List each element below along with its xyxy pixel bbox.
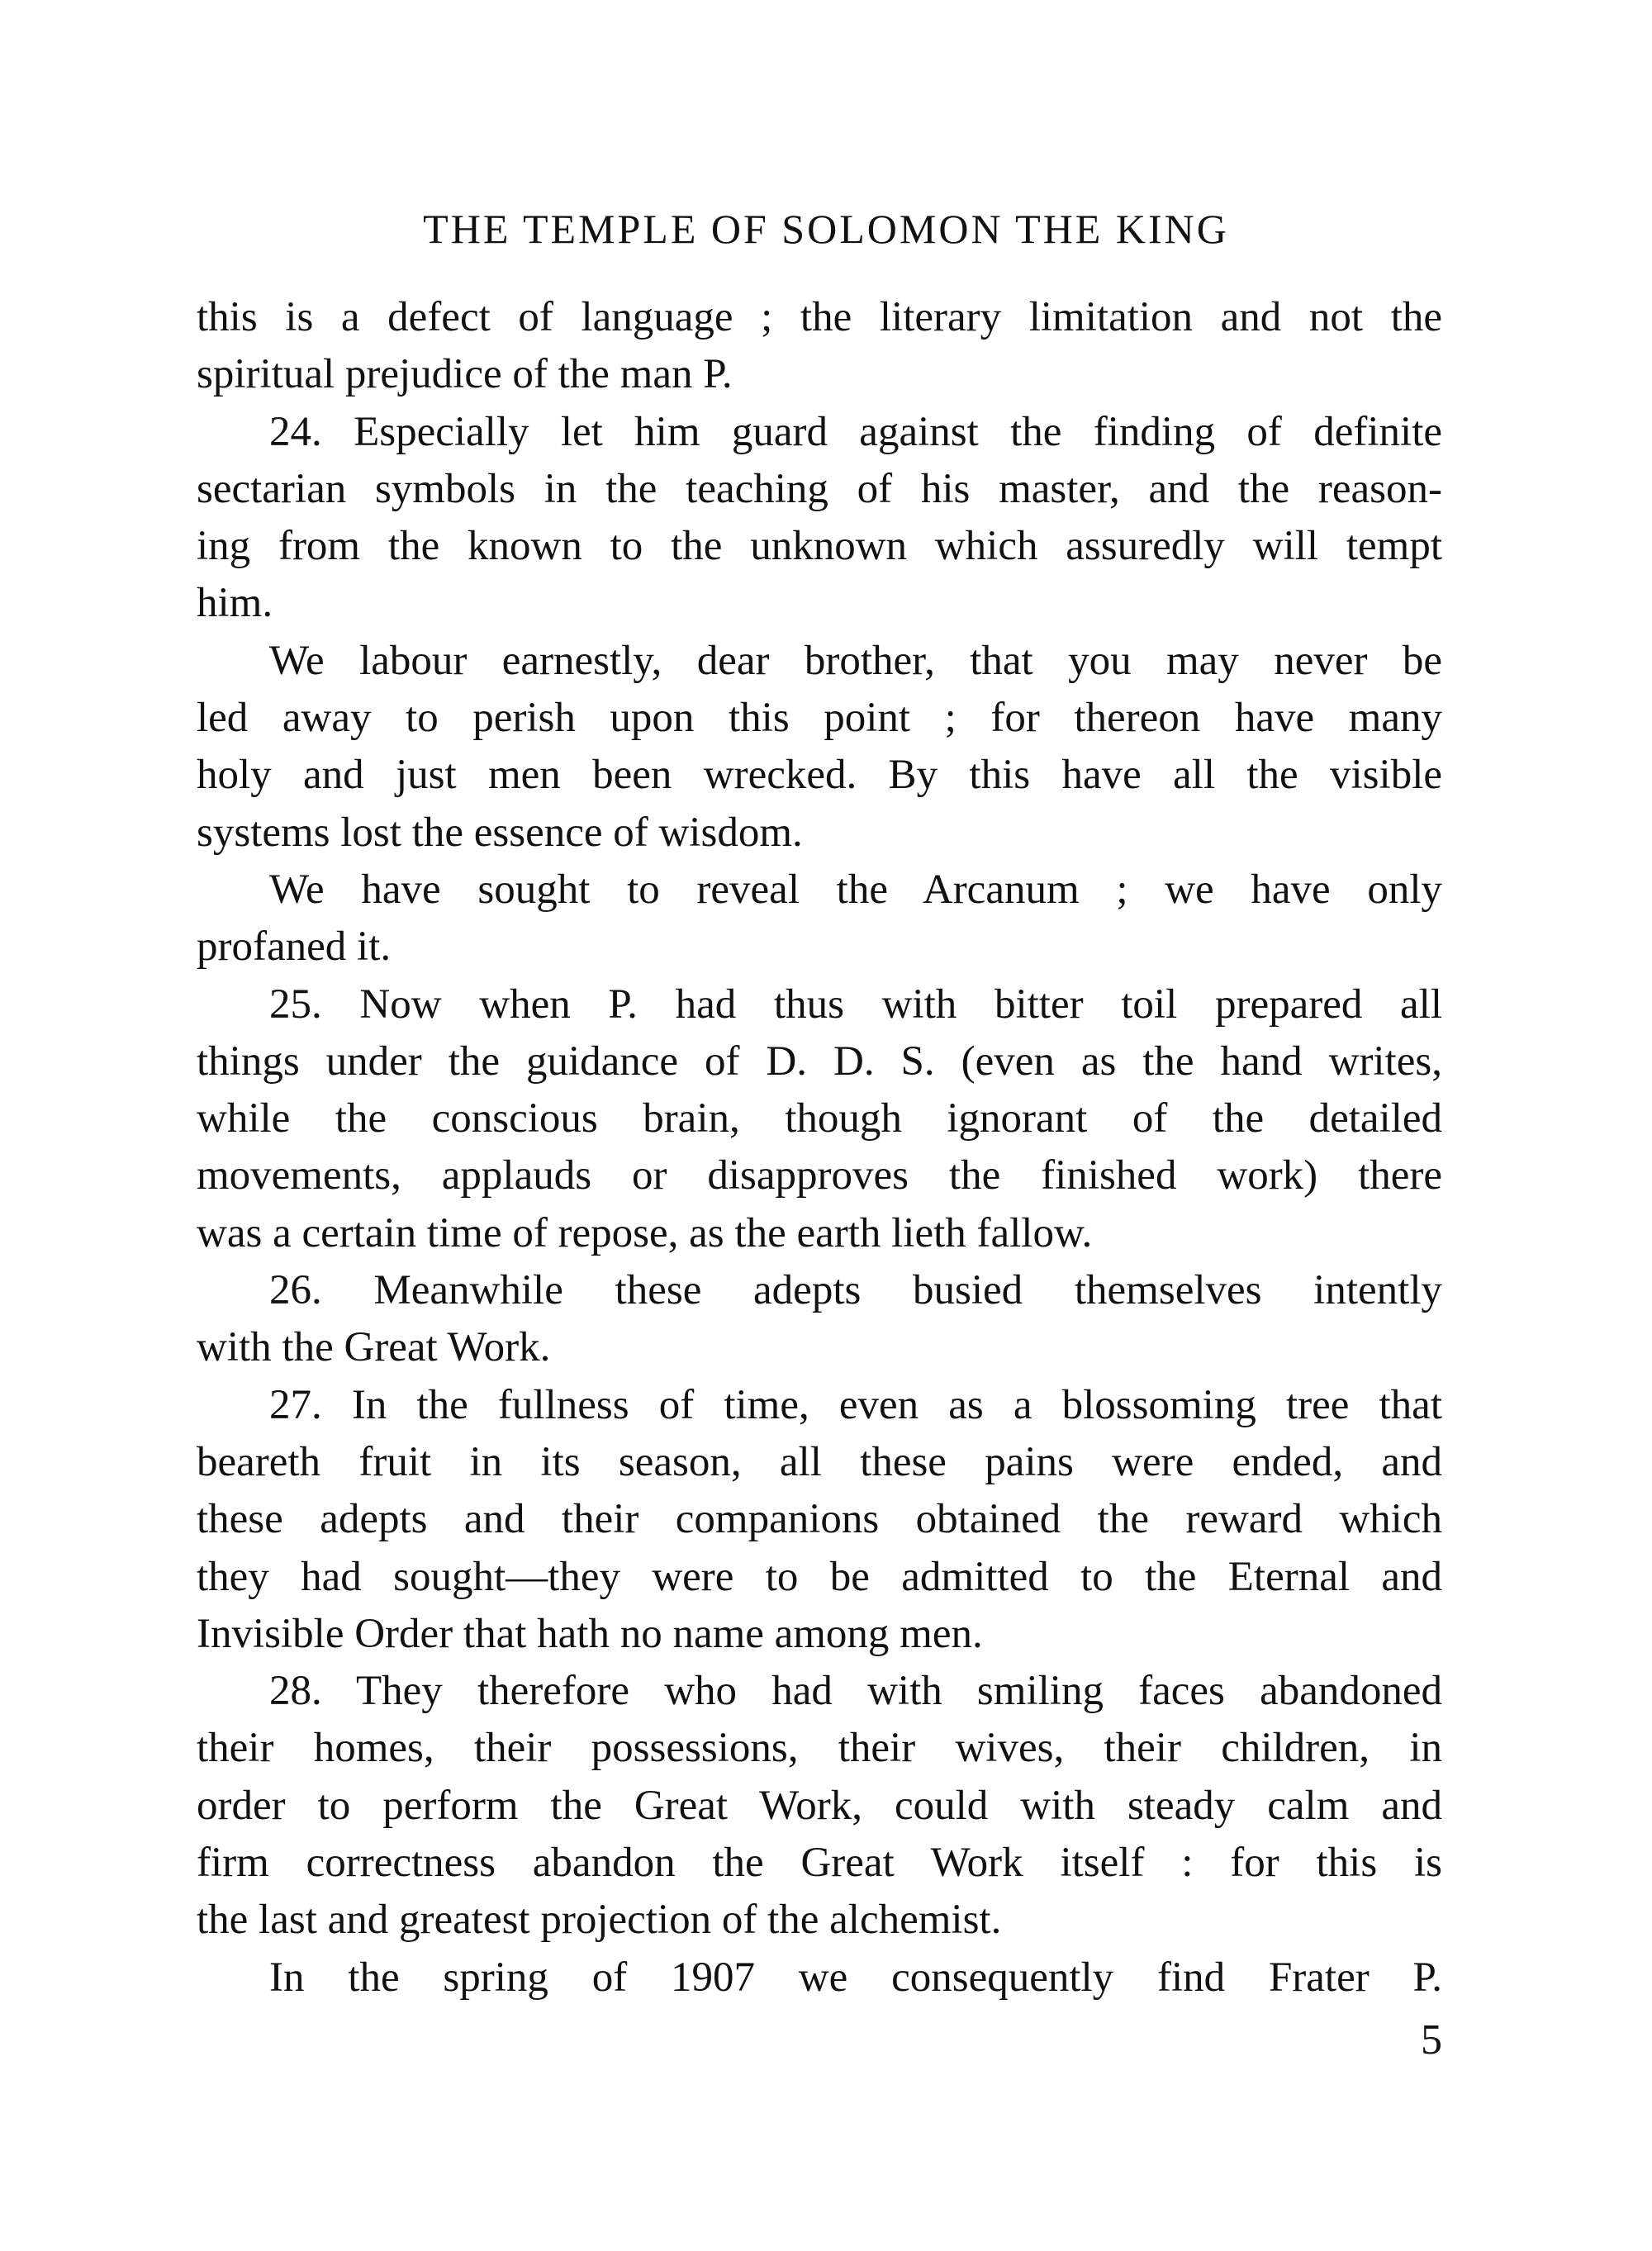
text-line: 27. In the fullness of time, even as a blossoming tree that [269, 1381, 1442, 1428]
text-line: their homes, their possessions, their wives, their children, in [197, 1725, 1442, 1772]
text-line: led away to perish upon this point ; for thereon have many [197, 695, 1442, 742]
text-line: systems lost the essence of wisdom. [197, 809, 803, 856]
text-line: movements, applauds or disapproves the finished work) there [197, 1152, 1442, 1199]
text-line: firm correctness abandon the Great Work itself : for this is [197, 1840, 1442, 1887]
body-text [197, 289, 1442, 2006]
text-line: In the spring of 1907 we consequently find Frater P. [269, 1954, 1442, 2001]
text-line: things under the guidance of D. D. S. (even as the hand writes, [197, 1038, 1442, 1085]
text-line: 26. Meanwhile these adepts busied themselves intently [269, 1267, 1442, 1314]
text-line: profaned it. [197, 924, 392, 971]
text-line: holy and just men been wrecked. By this have all the visible [197, 752, 1442, 799]
text-line: beareth fruit in its season, all these pains were ended, and [197, 1438, 1442, 1485]
text-line: him. [197, 580, 273, 627]
text-line: We have sought to reveal the Arcanum ; we have only [269, 866, 1442, 913]
text-line: 28. They therefore who had with smiling faces abandoned [269, 1668, 1442, 1715]
text-line: sectarian symbols in the teaching of his master, and the reason- [197, 465, 1442, 512]
text-line: these adepts and their companions obtained the reward which [197, 1496, 1442, 1543]
text-line: 24. Especially let him guard against the finding of definite [269, 408, 1442, 455]
text-line: spiritual prejudice of the man P. [197, 351, 733, 398]
text-line: Invisible Order that hath no name among men. [197, 1610, 983, 1657]
text-line: the last and greatest projection of the alchemist. [197, 1897, 1002, 1944]
text-line: ing from the known to the unknown which assuredly will tempt [197, 523, 1442, 570]
page-number: 5 [1421, 2016, 1442, 2063]
text-line: with the Great Work. [197, 1324, 551, 1371]
text-line: We labour earnestly, dear brother, that you may never be [269, 637, 1442, 684]
text-line: was a certain time of repose, as the earth lieth fallow. [197, 1209, 1093, 1256]
text-line: this is a defect of language ; the literary limitation and not the [197, 294, 1442, 340]
text-line: while the conscious brain, though ignorant of the detailed [197, 1095, 1442, 1142]
text-line: they had sought—they were to be admitted to the Eternal and [197, 1553, 1442, 1600]
text-line: 25. Now when P. had thus with bitter toil prepared all [269, 981, 1442, 1028]
running-head: THE TEMPLE OF SOLOMON THE KING [423, 206, 1229, 252]
text-line: order to perform the Great Work, could with steady calm and [197, 1782, 1442, 1829]
